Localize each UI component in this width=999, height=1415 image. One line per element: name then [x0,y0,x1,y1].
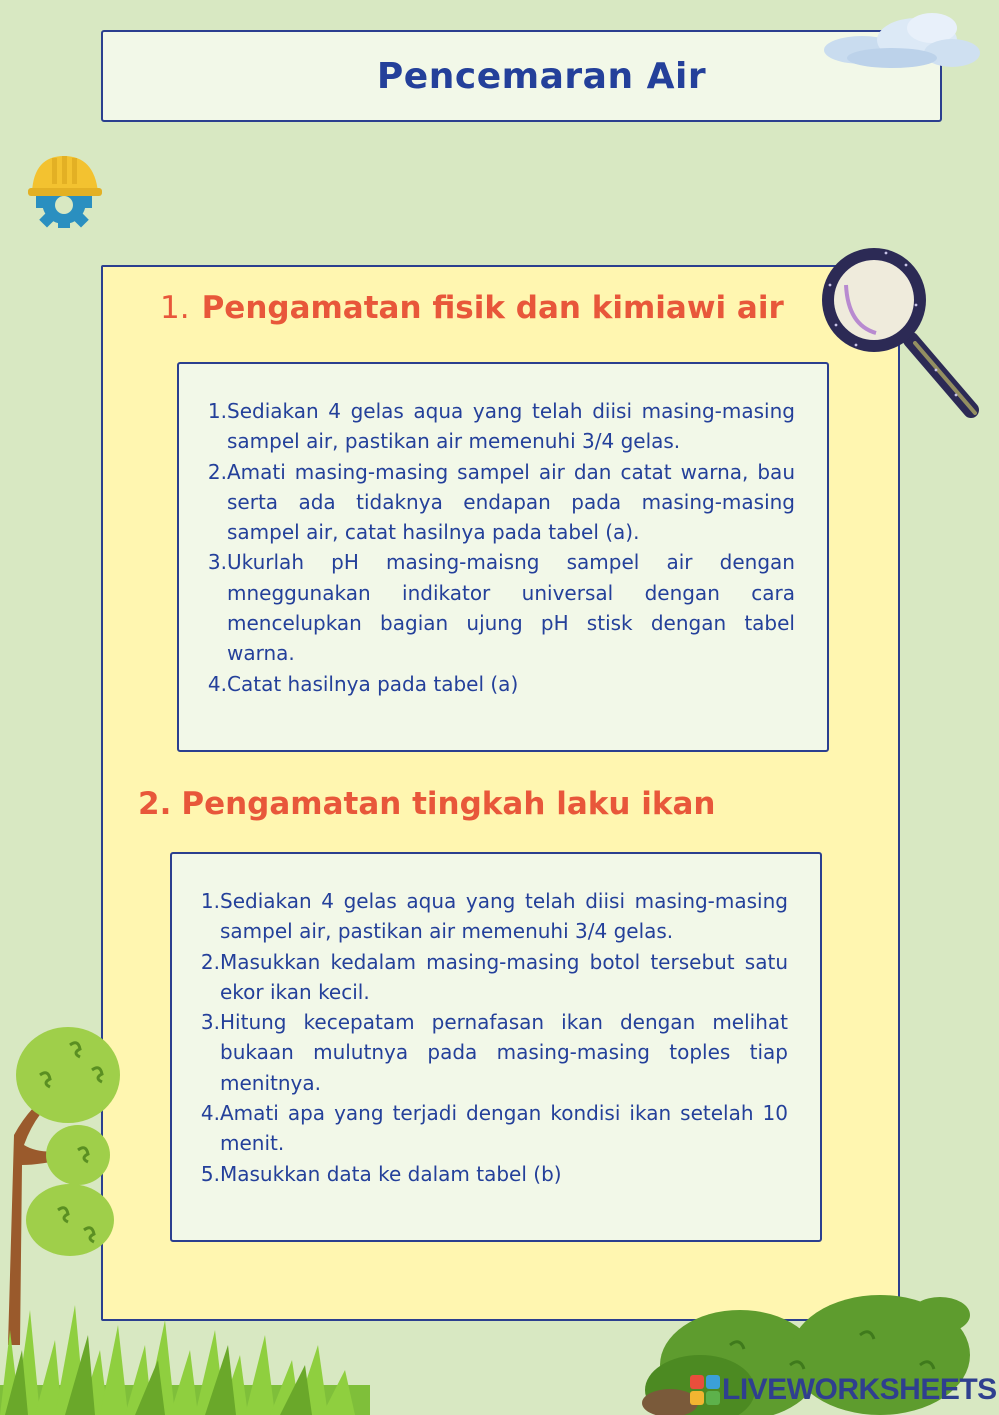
cloud-icon [822,8,982,78]
step-text: Amati masing-masing sampel air dan catat warna, bau serta ada tidaknya endapan pada masing-masing sampel air, catat hasilnya pada tabel (a). [227,459,795,545]
section-1-title: Pengamatan fisik dan kimiawi air [201,290,784,326]
step-number: 2. [200,949,220,974]
section-1-heading [160,290,784,326]
hard-hat-gear-icon [22,150,106,234]
step-text: Sediakan 4 gelas aqua yang telah diisi masing-masing sampel air, pastikan air memenuhi 3/4 gelas. [220,889,788,944]
step-number: 3. [200,1010,220,1035]
step-text: Masukkan kedalam masing-masing botol tersebut satu ekor ikan kecil. [220,949,788,1004]
step-number: 5. [200,1161,220,1186]
step-number: 1. [200,889,220,913]
section-2-steps-box [170,852,822,1242]
liveworksheets-badge-icon [690,1375,720,1405]
grass-icon [0,1290,370,1415]
step-text: Ukurlah pH masing-maisng sampel air dengan mneggunakan indikator universal dengan cara mencelupkan bagian ujung pH stisk dengan tabel warna. [227,550,795,666]
step-text: Sediakan 4 gelas aqua yang telah diisi masing-masing sampel air, pastikan air memenuhi 3/4 gelas. [227,399,795,454]
page-title: Pencemaran Air [376,55,707,97]
liveworksheets-logo [690,1370,997,1410]
list-item [196,886,788,947]
list-item [203,547,795,668]
magnifying-glass-icon [816,245,986,425]
liveworksheets-wordmark: LIVEWORKSHEETS [722,1373,997,1406]
step-text: Catat hasilnya pada tabel (a) [227,671,519,696]
section-2-title: Pengamatan tingkah laku ikan [181,786,716,822]
section-2-heading [138,786,715,822]
section-2-steps-list [196,886,788,1189]
list-item [196,1007,788,1098]
section-1-steps-list [203,396,795,699]
step-number: 4. [207,671,227,696]
list-item [203,669,795,699]
list-item [203,457,795,548]
section-1-number: 1. [160,290,190,326]
step-number: 3. [207,550,227,575]
step-text: Hitung kecepatam pernafasan ikan dengan melihat bukaan mulutnya pada masing-masing toples tiap menitnya. [220,1010,788,1095]
step-number: 1. [207,399,227,423]
list-item [196,947,788,1008]
list-item [203,396,795,457]
list-item [196,1098,788,1159]
section-2-number: 2. [138,786,172,822]
step-number: 4. [200,1101,220,1126]
step-text: Masukkan data ke dalam tabel (b) [220,1161,562,1186]
step-number: 2. [207,459,227,484]
step-text: Amati apa yang terjadi dengan kondisi ikan setelah 10 menit. [220,1101,788,1156]
title-banner [101,30,942,122]
section-1-steps-box [177,362,829,752]
list-item [196,1159,788,1189]
